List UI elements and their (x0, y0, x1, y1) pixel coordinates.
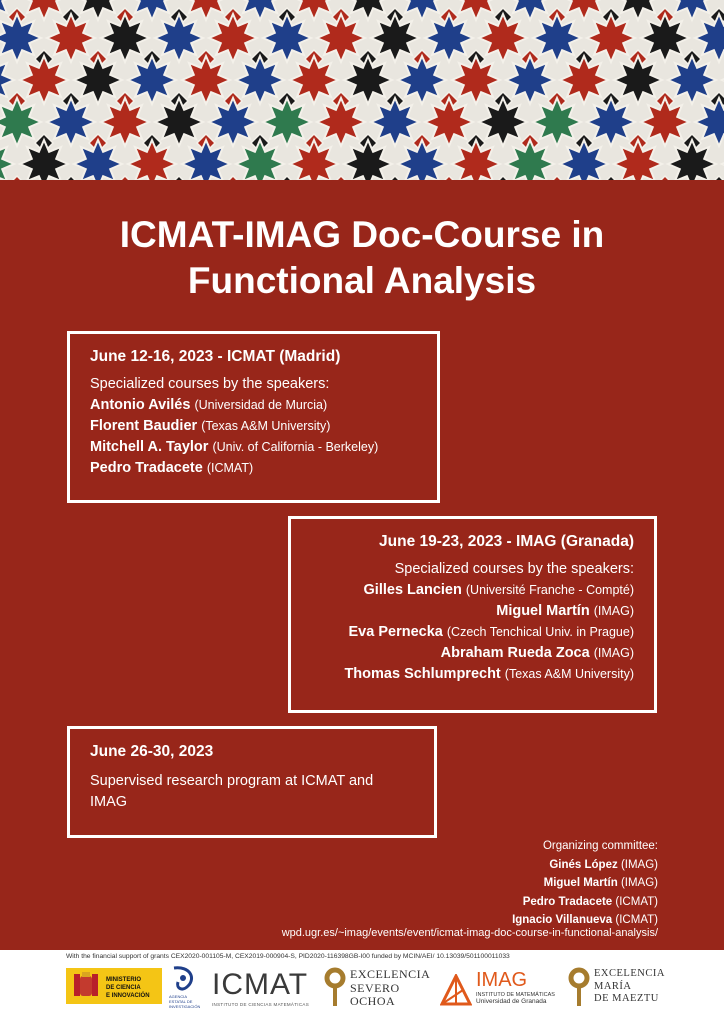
tile-star (587, 98, 635, 146)
tile-star (371, 98, 419, 146)
speaker-row (311, 601, 634, 622)
tile-star (290, 140, 338, 180)
tile-star (479, 14, 527, 62)
member-name: Ignacio Villanueva (512, 914, 613, 926)
agencia-line-3: INVESTIGACIÓN (169, 1004, 200, 1009)
agencia-line-2: ESTATAL DE (169, 999, 193, 1004)
committee-member (512, 893, 658, 912)
week2-box (288, 516, 657, 713)
tile-star (182, 140, 230, 180)
imag-subtitle-2: Universidad de Granada (476, 998, 547, 1005)
tile-star (560, 56, 608, 104)
speaker-affiliation: (Univ. of California - Berkeley) (212, 440, 379, 454)
speaker-row (311, 622, 634, 643)
ministerio-line-3: E INNOVACIÓN (106, 993, 150, 999)
tile-star (398, 140, 446, 180)
tile-star (533, 98, 581, 146)
icmat-logo (212, 970, 312, 1012)
tile-star (479, 98, 527, 146)
tile-star (560, 140, 608, 180)
week2-subtitle: Specialized courses by the speakers: (394, 561, 634, 577)
maeztu-icon (568, 966, 590, 1010)
ministerio-line-2: DE CIENCIA (106, 985, 141, 991)
member-name: Pedro Tradacete (522, 895, 613, 908)
tile-star (371, 14, 419, 62)
speaker-name: Florent Baudier (90, 418, 198, 434)
tile-star (128, 56, 176, 104)
tile-star (128, 0, 176, 20)
tile-star (398, 56, 446, 104)
tile-star (47, 98, 95, 146)
title-line-2: Functional Analysis (187, 260, 537, 301)
maeztu-line-2: MARÍA (594, 980, 632, 992)
agencia-emblem (166, 964, 200, 1012)
speaker-name: Pedro Tradacete (90, 460, 203, 476)
tile-star (155, 98, 203, 146)
tile-star (0, 98, 41, 146)
tile-star (587, 14, 635, 62)
tile-star (506, 140, 554, 180)
tile-star (101, 14, 149, 62)
tile-star (0, 140, 14, 180)
organizing-committee (512, 837, 658, 930)
speaker-affiliation: (Texas A&M University) (504, 667, 634, 681)
ministerio-emblem (66, 966, 162, 1006)
agencia-logo (166, 964, 200, 1012)
speaker-name: Mitchell A. Taylor (90, 439, 209, 455)
tile-star (344, 0, 392, 20)
member-affiliation: (ICMAT) (615, 914, 658, 926)
tile-star (425, 14, 473, 62)
ministerio-line-1: MINISTERIO (106, 977, 142, 983)
tile-star (290, 56, 338, 104)
tile-star (236, 56, 284, 104)
tile-star (290, 0, 338, 20)
committee-member (512, 874, 658, 893)
tile-star (560, 0, 608, 20)
tile-star (614, 140, 662, 180)
speaker-row (311, 580, 634, 601)
member-name: Miguel Martín (543, 877, 618, 889)
tile-star (20, 56, 68, 104)
tile-star (155, 14, 203, 62)
tile-pattern-image (0, 0, 724, 180)
tile-star (668, 0, 716, 20)
tile-star (317, 98, 365, 146)
ministerio-logo (66, 966, 162, 1006)
speaker-name: Abraham Rueda Zoca (440, 645, 590, 661)
tile-star (614, 0, 662, 20)
imag-wordmark: IMAG (476, 969, 528, 991)
week3-heading: June 26-30, 2023 (90, 743, 214, 760)
tile-star (74, 56, 122, 104)
speaker-affiliation: (Université Franche - Compté) (465, 583, 634, 597)
severo-line-1: EXCELENCIA (350, 967, 431, 981)
tile-star (344, 56, 392, 104)
icmat-wordmark: ICMAT (212, 968, 309, 1001)
member-affiliation: (IMAG) (620, 858, 658, 871)
tile-star (20, 140, 68, 180)
speaker-row (90, 458, 417, 479)
tile-star (695, 98, 724, 146)
sponsor-footer (0, 950, 724, 1024)
maeztu-line-3: DE MAEZTU (594, 993, 659, 1004)
title-line-1: ICMAT-IMAG Doc-Course in (119, 214, 605, 255)
tile-star (344, 140, 392, 180)
icmat-subtitle: INSTITUTO DE CIENCIAS MATEMÁTICAS (212, 1002, 309, 1007)
tile-star (614, 56, 662, 104)
speaker-name: Gilles Lancien (363, 582, 462, 598)
committee-member (512, 856, 658, 875)
week1-subtitle: Specialized courses by the speakers: (90, 376, 330, 392)
tile-star (398, 0, 446, 20)
speaker-row (90, 437, 417, 458)
tile-star (641, 98, 689, 146)
speaker-row (311, 643, 634, 664)
tile-banner (0, 0, 724, 180)
tile-star (74, 140, 122, 180)
tile-star (317, 14, 365, 62)
tile-star (236, 0, 284, 20)
tile-star (182, 0, 230, 20)
week1-heading: June 12-16, 2023 - ICMAT (Madrid) (90, 348, 341, 365)
imag-icon (440, 974, 472, 1006)
tile-star (74, 0, 122, 20)
speaker-name: Antonio Avilés (90, 397, 191, 413)
speaker-affiliation: (Universidad de Murcia) (194, 398, 328, 412)
member-affiliation: (IMAG) (620, 877, 658, 889)
tile-star (506, 0, 554, 20)
speaker-affiliation: (IMAG) (593, 646, 634, 660)
poster-body (0, 180, 724, 950)
imag-subtitle-1: INSTITUTO DE MATEMÁTICAS (476, 992, 555, 998)
speaker-row (311, 664, 634, 685)
speaker-affiliation: (ICMAT) (206, 461, 254, 475)
tile-star (0, 14, 41, 62)
speaker-row (90, 416, 417, 437)
speaker-affiliation: (Czech Tenchical Univ. in Prague) (446, 625, 634, 639)
tile-star (533, 14, 581, 62)
speaker-name: Miguel Martín (496, 603, 590, 619)
event-url[interactable]: wpd.ugr.es/~imag/events/event/icmat-imag-doc-course-in-functional-analysis/ (281, 927, 658, 939)
member-affiliation: (ICMAT) (615, 895, 658, 908)
tile-star (695, 14, 724, 62)
maria-de-maeztu-logo (568, 966, 668, 1012)
tile-star (452, 140, 500, 180)
speaker-name: Thomas Schlumprecht (344, 666, 501, 682)
tile-star (209, 14, 257, 62)
speaker-affiliation: (IMAG) (593, 604, 634, 618)
tile-star (506, 56, 554, 104)
tile-star (47, 14, 95, 62)
speaker-row (90, 395, 417, 416)
severo-line-3: OCHOA (350, 994, 396, 1008)
imag-logo (440, 970, 560, 1012)
severo-line-2: SEVERO (350, 980, 400, 995)
week3-box (67, 726, 437, 838)
funding-note: With the financial support of grants CEX2020-001105-M, CEX2019-000904-S, PID2020-116398GB-I00 funded by MCIN/AEI/ 10.13039/501100011033 (66, 953, 510, 960)
week2-heading: June 19-23, 2023 - IMAG (Granada) (379, 533, 634, 550)
agencia-line-1: AGENCIA (169, 994, 188, 999)
committee-label: Organizing committee: (542, 840, 658, 852)
speaker-name: Eva Pernecka (348, 624, 443, 640)
tile-star (452, 56, 500, 104)
tile-star (101, 98, 149, 146)
severo-ochoa-logo (324, 966, 434, 1012)
tile-star (209, 98, 257, 146)
week3-description: Supervised research program at ICMAT and IMAG (90, 773, 374, 810)
tile-star (668, 140, 716, 180)
tile-star (425, 98, 473, 146)
tile-star (263, 98, 311, 146)
severo-ochoa-icon (324, 966, 346, 1010)
tile-star (668, 56, 716, 104)
page-title (0, 212, 724, 304)
tile-star (452, 0, 500, 20)
speaker-affiliation: (Texas A&M University) (201, 419, 331, 433)
tile-star (20, 0, 68, 20)
tile-star (182, 56, 230, 104)
tile-star (263, 14, 311, 62)
member-name: Ginés López (549, 858, 618, 871)
week1-box (67, 331, 440, 503)
tile-star (128, 140, 176, 180)
tile-star (236, 140, 284, 180)
tile-star (641, 14, 689, 62)
maeztu-line-1: EXCELENCIA (594, 968, 665, 979)
